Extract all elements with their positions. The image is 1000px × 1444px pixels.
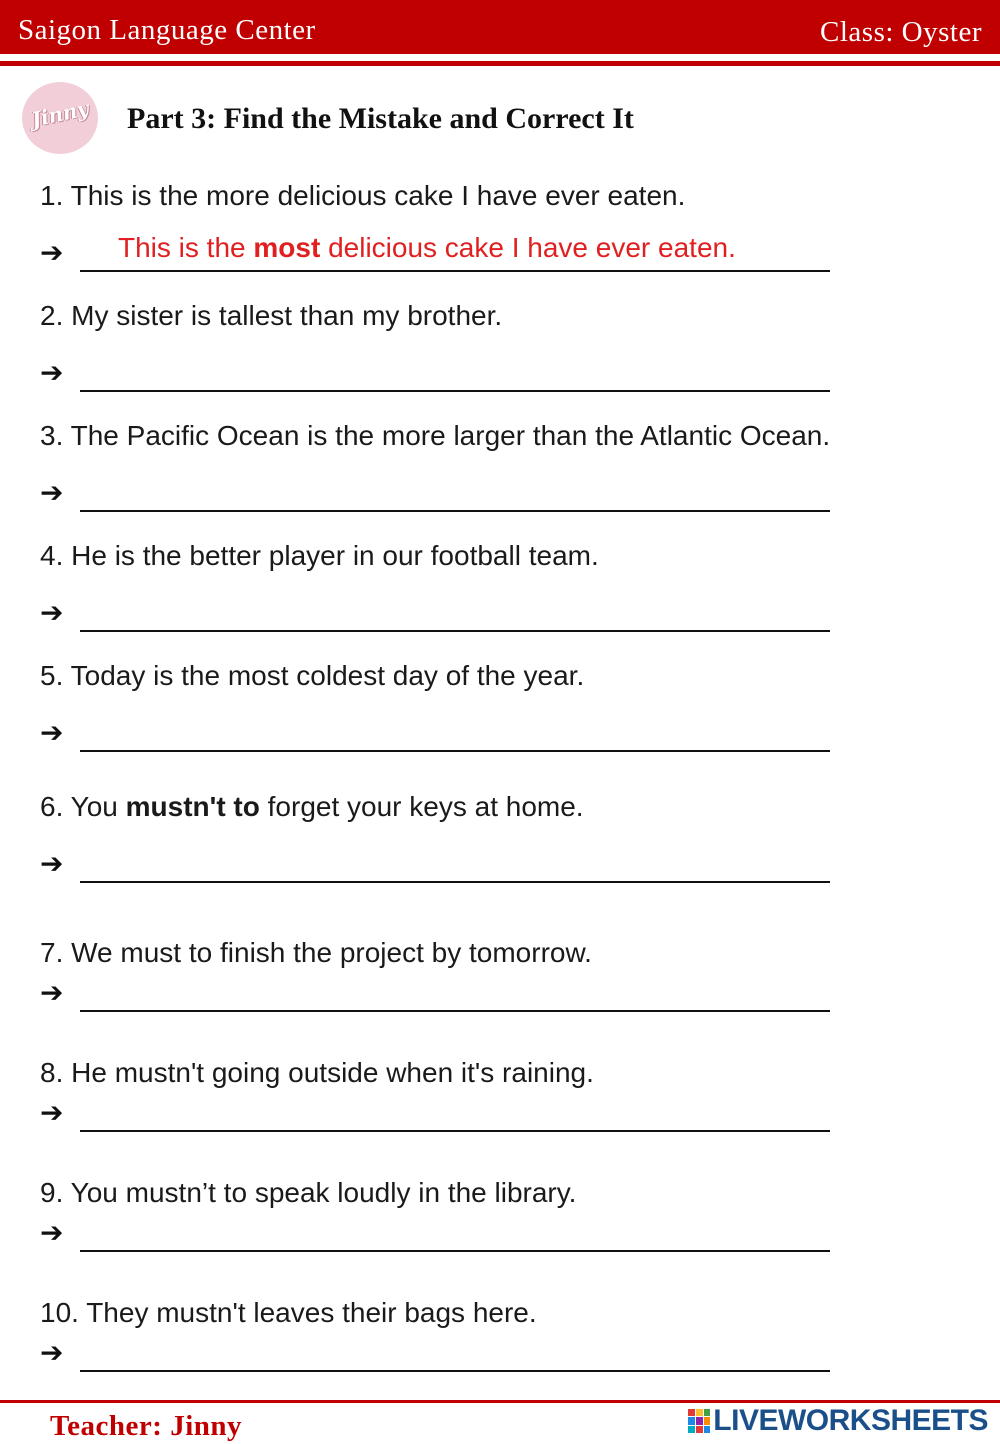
question-2	[40, 300, 502, 332]
question-text: 1. This is the more delicious cake I have ever eaten.	[40, 180, 686, 211]
question-text: 10. They mustn't leaves their bags here.	[40, 1297, 537, 1328]
arrow-icon: ➔	[40, 1096, 64, 1129]
answer-pre: This is the	[118, 232, 254, 263]
answer-line[interactable]	[80, 750, 830, 752]
arrow-icon: ➔	[40, 476, 64, 509]
jinny-logo	[22, 82, 98, 154]
liveworksheets-grid-icon	[688, 1409, 710, 1433]
question-4	[40, 540, 599, 572]
question-3	[40, 420, 830, 452]
question-text: 8. He mustn't going outside when it's raining.	[40, 1057, 594, 1088]
arrow-icon: ➔	[40, 356, 64, 389]
question-5	[40, 660, 584, 692]
arrow-icon: ➔	[40, 236, 64, 269]
answer-row-8[interactable]	[40, 1096, 840, 1136]
answer-line[interactable]	[80, 1130, 830, 1132]
answer-row-3[interactable]	[40, 476, 840, 516]
answer-line[interactable]	[80, 510, 830, 512]
teacher-name: Teacher: Jinny	[50, 1410, 243, 1442]
answer-row-2[interactable]	[40, 356, 840, 396]
question-text: 9. You mustn’t to speak loudly in the library.	[40, 1177, 577, 1208]
arrow-icon: ➔	[40, 596, 64, 629]
class-name: Class: Oyster	[820, 16, 982, 48]
question-10	[40, 1297, 537, 1329]
answer-text-1	[118, 232, 736, 264]
question-9	[40, 1177, 576, 1209]
answer-row-7[interactable]	[40, 976, 840, 1016]
answer-line[interactable]	[80, 630, 830, 632]
arrow-icon: ➔	[40, 1216, 64, 1249]
question-text: 6. You	[40, 791, 126, 822]
question-text: 4. He is the better player in our football team.	[40, 540, 599, 571]
footer-divider	[0, 1400, 1000, 1403]
liveworksheets-logo[interactable]	[688, 1404, 988, 1438]
question-text: 3. The Pacific Ocean is the more larger than the Atlantic Ocean.	[40, 420, 831, 451]
answer-row-10[interactable]	[40, 1336, 840, 1376]
arrow-icon: ➔	[40, 976, 64, 1009]
answer-line[interactable]	[80, 881, 830, 883]
part-title: Part 3: Find the Mistake and Correct It	[127, 102, 634, 135]
question-1	[40, 180, 685, 212]
answer-line[interactable]	[80, 390, 830, 392]
answer-post: delicious cake I have ever eaten.	[320, 232, 736, 263]
answer-line[interactable]	[80, 270, 830, 272]
answer-line[interactable]	[80, 1370, 830, 1372]
answer-row-4[interactable]	[40, 596, 840, 636]
question-text: forget your keys at home.	[259, 791, 584, 822]
answer-row-5[interactable]	[40, 716, 840, 756]
answer-row-9[interactable]	[40, 1216, 840, 1256]
liveworksheets-text: LIVEWORKSHEETS	[713, 1404, 988, 1437]
answer-bold: most	[253, 232, 321, 263]
logo-text: Jinny	[29, 96, 91, 132]
question-text: 7. We must to finish the project by tomorrow.	[40, 937, 592, 968]
arrow-icon: ➔	[40, 847, 64, 880]
arrow-icon: ➔	[40, 1336, 64, 1369]
answer-line[interactable]	[80, 1250, 830, 1252]
center-name: Saigon Language Center	[18, 14, 316, 46]
question-8	[40, 1057, 594, 1089]
answer-row-1[interactable]	[40, 232, 840, 276]
answer-line[interactable]	[80, 1010, 830, 1012]
answer-row-6[interactable]	[40, 847, 840, 887]
question-text: 5. Today is the most coldest day of the year.	[40, 660, 585, 691]
header-divider	[0, 61, 1000, 66]
question-7	[40, 937, 592, 969]
question-6	[40, 791, 584, 823]
question-text: 2. My sister is tallest than my brother.	[40, 300, 503, 331]
arrow-icon: ➔	[40, 716, 64, 749]
question-bold: mustn't to	[125, 791, 260, 822]
